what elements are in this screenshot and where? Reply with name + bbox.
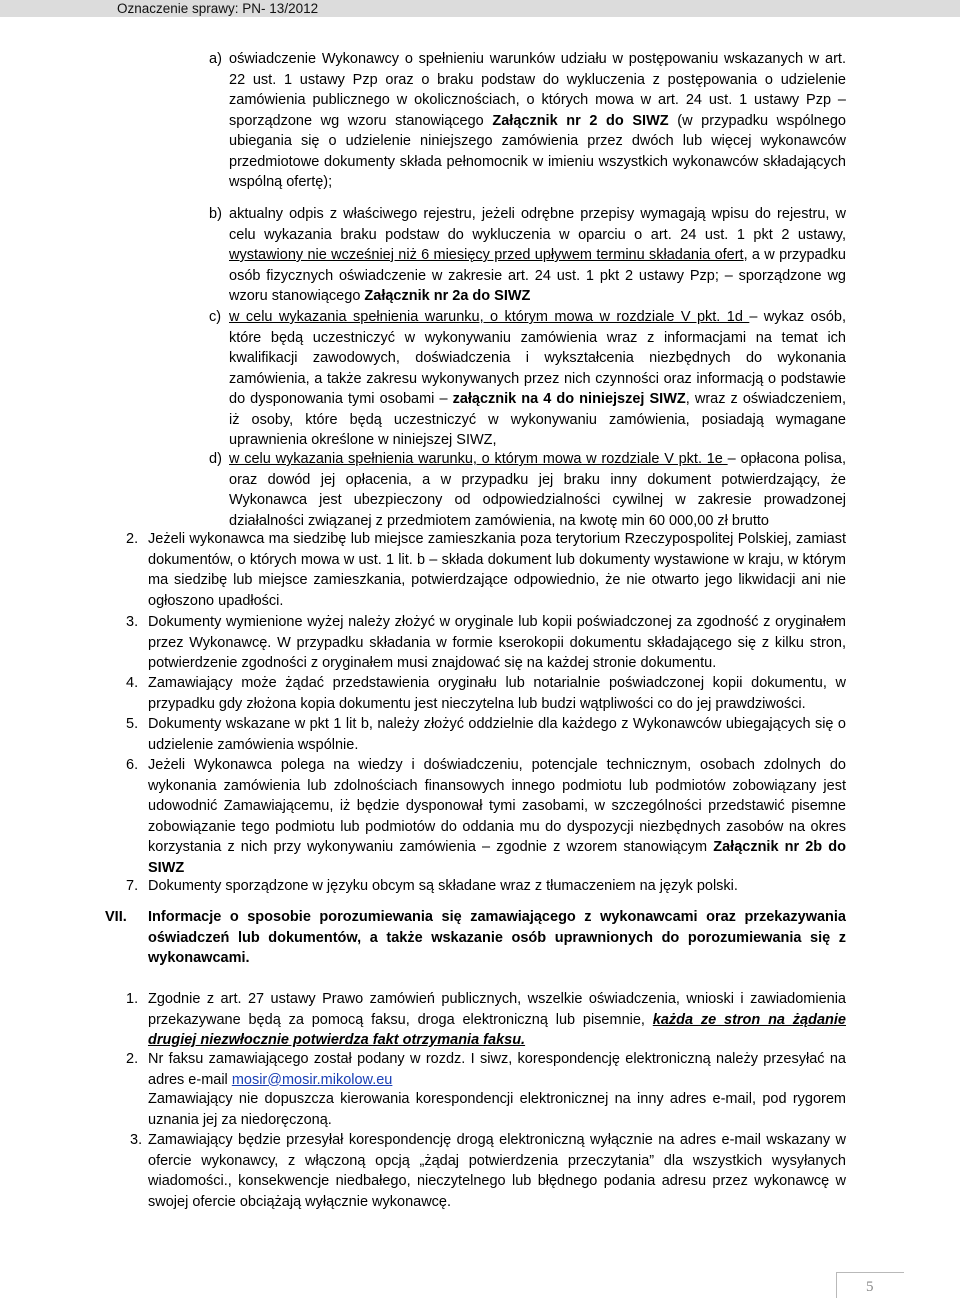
- email-link[interactable]: mosir@mosir.mikolow.eu: [231, 1071, 393, 1088]
- fax-confirmation-clause: każda ze stron na żądanie drugiej niezwłocznie potwierdza fakt otrzymania faksu.: [148, 1011, 846, 1048]
- item-c-label: c): [209, 309, 222, 325]
- item-a-label: a): [209, 51, 222, 67]
- item-3-number: 3.: [126, 614, 139, 630]
- page-number: 5: [866, 1279, 874, 1295]
- attachment-2b-ref: Załącznik nr 2b do SIWZ: [148, 839, 846, 876]
- comm-item-2-number: 2.: [126, 1051, 139, 1067]
- comm-item-1-number: 1.: [126, 991, 139, 1007]
- item-6-number: 6.: [126, 757, 139, 773]
- item-d-label: d): [209, 451, 222, 467]
- case-reference: Oznaczenie sprawy: PN- 13/2012: [117, 1, 319, 16]
- item-a-text: oświadczenie Wykonawcy o spełnieniu warunków udziału w postępowaniu wskazanych w art. 22 ust. 1 ustawy Pzp oraz o braku podstaw do wykluczenia z postępowania o udzielenie zamówienia publicznego w okolicznościach, o których mowa w art. 24 ust. 1 ustawy Pzp – sporządzone wg wzoru stanowiącego Załącznik nr 2 do SIWZ (w przypadku wspólnego ubiegania się o udzielenie niniejszego zamówienia przez dwóch lub więcej wykonawców przedmiotowe dokumenty składa pełnomocnik w imieniu wszystkich wykonawców składających wspólną ofertę);: [229, 51, 846, 190]
- attachment-2a-ref: Załącznik nr 2a do SIWZ: [364, 288, 531, 304]
- item-2-number: 2.: [126, 531, 139, 547]
- comm-item-2-note: Zamawiający nie dopuszcza kierowania korespondencji elektronicznej na inny adres e-mail, pod rygorem uznania jej za niedoręczoną.: [148, 1091, 846, 1128]
- comm-item-1-text: Zgodnie z art. 27 ustawy Prawo zamówień publicznych, wszelkie oświadczenia, wnioski i zawiadomienia przekazywane będą za pomocą faksu, droga elektroniczną lub pisemnie, każda ze stron na żądanie drugiej niezwłocznie potwierdza fakt otrzymania faksu.: [148, 991, 846, 1048]
- comm-item-3-text: Zamawiający będzie przesyłał korespondencję drogą elektroniczną wyłącznie na adres e-mail wskazany w ofercie wykonawcy, z włączoną opcją „żądaj potwierdzenia przeczytania” dla wszystkich wysyłanych wiadomości., konsekwencje niedbałego, nieczytelnego lub błędnego podania adresu przez wykonawcę w swojej ofercie obciążają wyłącznie wykonawcę.: [148, 1132, 846, 1210]
- item-2-text: Jeżeli wykonawca ma siedzibę lub miejsce zamieszkania poza terytorium Rzeczypospolitej Polskiej, zamiast dokumentów, o których mowa w ust. 1 lit. b – składa dokument lub dokumenty wystawione w kraju, w którym ma siedzibę lub miejsce zamieszkania, potwierdzające odpowiednio, że nie otwarto jego likwidacji ani nie ogłoszono upadłości.: [148, 531, 846, 609]
- comm-item-3-number: 3.: [130, 1132, 143, 1148]
- item-d-text: w celu wykazania spełnienia warunku, o którym mowa w rozdziale V pkt. 1e – opłacona polisa, oraz dowód jej opłacenia, a w przypadku jej braku inny dokument potwierdzający, że Wykonawca jest ubezpieczony od odpowiedzialności cywilnej w zakresie prowadzonej działalności związanej z przedmiotem zamówienia, na kwotę min 60 000,00 zł brutto: [229, 451, 846, 529]
- attachment-2-ref: Załącznik nr 2 do SIWZ: [492, 112, 669, 129]
- attachment-4-ref: załącznik na 4 do niniejszej SIWZ: [452, 391, 686, 407]
- comm-item-2-text: Nr faksu zamawiającego został podany w rozdz. I siwz, korespondencję elektroniczną należy przesyłać na adres e-mail mosir@mosir.mikolow.eu: [148, 1051, 846, 1088]
- item-b-text: aktualny odpis z właściwego rejestru, jeżeli odrębne przepisy wymagają wpisu do rejestru, w celu wykazania braku podstaw do wykluczenia w oparciu o art. 24 ust. 1 pkt 2 ustawy, wystawiony nie wcześniej niż 6 miesięcy przed upływem terminu składania ofert, a w przypadku osób fizycznych oświadczenie w zakresie art. 24 ust. 1 pkt 2 ustawy Pzp; – sporządzone wg wzoru stanowiącego Załącznik nr 2a do SIWZ: [229, 206, 846, 304]
- issue-date-requirement: wystawiony nie wcześniej niż 6 miesięcy przed upływem terminu składania ofert: [229, 247, 744, 263]
- document-header: [0, 0, 960, 17]
- item-5-text: Dokumenty wskazane w pkt 1 lit b, należy złożyć oddzielnie dla każdego z Wykonawców ubiegających się o udzielenie zamówienia wspólnie.: [148, 716, 846, 753]
- condition-1e: w celu wykazania spełnienia warunku, o którym mowa w rozdziale V pkt. 1e: [229, 451, 728, 467]
- item-c-text: w celu wykazania spełnienia warunku, o którym mowa w rozdziale V pkt. 1d – wykaz osób, które będą uczestniczyć w wykonywaniu zamówienia wraz z informacjami na temat ich kwalifikacji zawodowych, doświadczenia i wykształcenia niezbędnych do wykonania zamówienia, a także zakresu wykonywanych przez nich czynności oraz informacją o podstawie do dysponowania tymi osobami – załącznik na 4 do niniejszej SIWZ, wraz z oświadczeniem, iż osoby, które będą uczestniczyć w wykonywaniu zamówienia, posiadają wymagane uprawnienia określone w niniejszej SIWZ,: [229, 309, 846, 448]
- section-7-heading: Informacje o sposobie porozumiewania się zamawiającego z wykonawcami oraz przekazywania oświadczeń lub dokumentów, a także wskazanie osób uprawnionych do porozumiewania się z wykonawcami.: [148, 909, 846, 966]
- item-5-number: 5.: [126, 716, 139, 732]
- item-b-label: b): [209, 206, 222, 222]
- item-4-number: 4.: [126, 675, 139, 691]
- item-7-number: 7.: [126, 878, 139, 894]
- condition-1d: w celu wykazania spełnienia warunku, o którym mowa w rozdziale V pkt. 1d: [229, 309, 750, 325]
- item-6-text: Jeżeli Wykonawca polega na wiedzy i doświadczeniu, potencjale technicznym, osobach zdolnych do wykonania zamówienia lub zdolnościach finansowych innego podmiotu lub podmiotów zobowiązany jest udowodnić Zamawiającemu, iż będzie dysponował tymi zasobami, w szczególności przedstawić pisemne zobowiązanie tego podmiotu lub podmiotów do oddania mu do dyspozycji niezbędnych zasobów na okres korzystania z nich przy wykonywaniu zamówienia – zgodnie z wzorem stanowiącym Załącznik nr 2b do SIWZ: [148, 757, 846, 876]
- item-3-text: Dokumenty wymienione wyżej należy złożyć w oryginale lub kopii poświadczonej za zgodność z oryginałem przez Wykonawcę. W przypadku składania w formie kserokopii dokumentu składającego się z kilku stron, potwierdzenie zgodności z oryginałem musi znajdować się na każdej stronie dokumentu.: [148, 614, 846, 671]
- section-7-number: VII.: [105, 909, 127, 925]
- item-4-text: Zamawiający może żądać przedstawienia oryginału lub notarialnie poświadczonej kopii dokumentu, w przypadku gdy złożona kopia dokumentu jest nieczytelna lub budzi wątpliwości co do jej prawdziwości.: [148, 675, 846, 712]
- item-7-text: Dokumenty sporządzone w języku obcym są składane wraz z tłumaczeniem na język polski.: [148, 878, 738, 894]
